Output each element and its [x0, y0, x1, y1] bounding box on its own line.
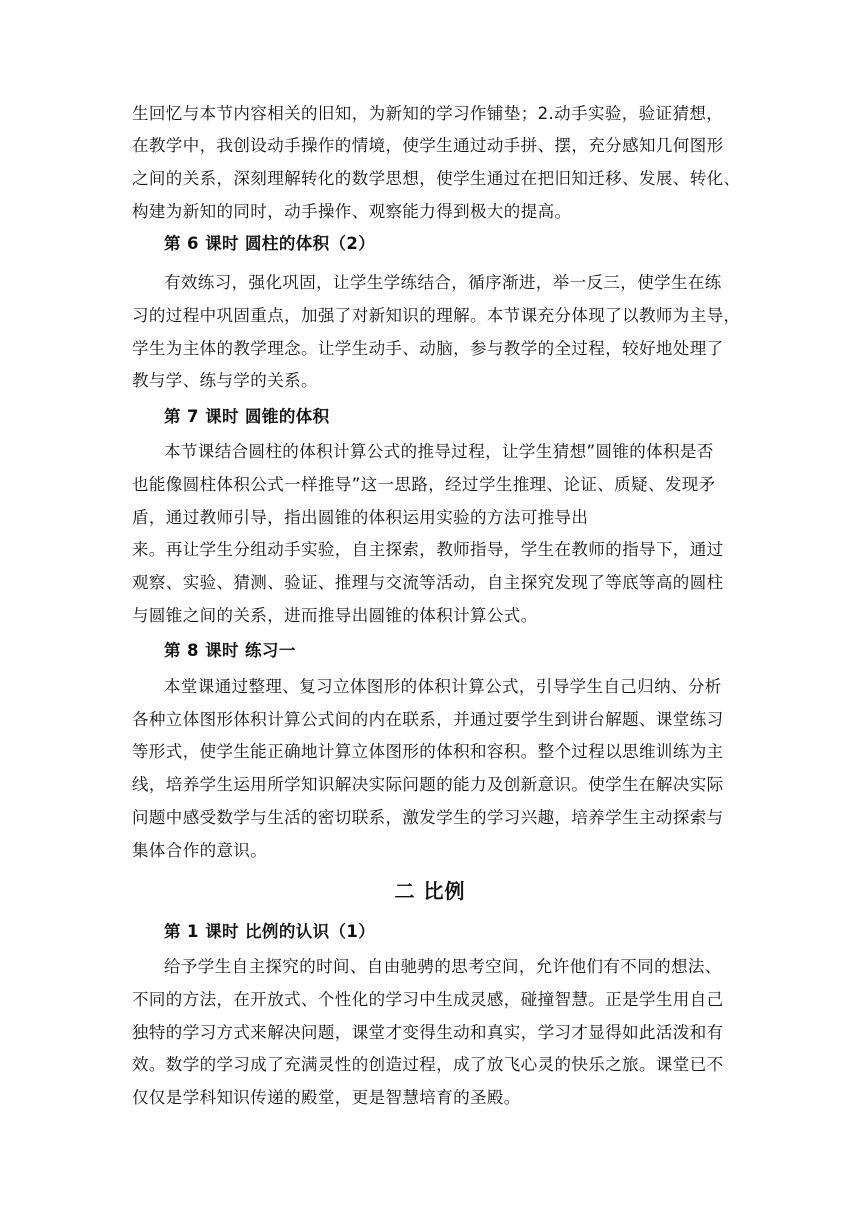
- paragraph-line: 盾，通过教师引导，指出圆锥的体积运用实验的方法可推导出: [132, 508, 589, 527]
- paragraph-line: 也能像圆柱体积公式一样推导”这一思路，经过学生推理、论证、质疑、发现矛: [132, 475, 716, 494]
- paragraph-line: 学生为主体的教学理念。让学生动手、动脑，参与教学的全过程，较好地处理了: [132, 339, 724, 358]
- paragraph-line: 各种立体图形体积计算公式间的内在联系，并通过要学生到讲台解题、课堂练习: [132, 710, 724, 729]
- paragraph-line: 生回忆与本节内容相关的旧知，为新知的学习作铺垫；2.动手实验，验证猜想，: [132, 104, 724, 123]
- paragraph-line: 线，培养学生运用所学知识解决实际问题的能力及创新意识。使学生在解决实际: [132, 775, 724, 794]
- lesson-heading: 第 6 课时 圆柱的体积（2）: [164, 234, 376, 253]
- paragraph-line: 观察、实验、猜测、验证、推理与交流等活动，自主探究发现了等底等高的圆柱: [132, 573, 724, 592]
- paragraph-line: 有效练习，强化巩固，让学生学练结合，循序渐进，举一反三，使学生在练: [164, 273, 722, 292]
- lesson-heading: 第 1 课时 比例的认识（1）: [164, 922, 376, 941]
- paragraph-line: 本堂课通过整理、复习立体图形的体积计算公式，引导学生自己归纳、分析: [164, 677, 722, 696]
- lesson-heading: 第 7 课时 圆锥的体积: [164, 407, 330, 426]
- paragraph-line: 构建为新知的同时，动手操作、观察能力得到极大的提高。: [132, 202, 572, 221]
- paragraph-line: 给予学生自主探究的时间、自由驰骋的思考空间，允许他们有不同的想法、: [164, 957, 722, 976]
- paragraph-line: 之间的关系，深刻理解转化的数学思想，使学生通过在把旧知迁移、发展、转化、: [132, 169, 741, 188]
- paragraph-line: 仅仅是学科知识传递的殿堂，更是智慧培育的圣殿。: [132, 1088, 521, 1107]
- paragraph-line: 问题中感受数学与生活的密切联系，激发学生的学习兴趣，培养学生主动探索与: [132, 808, 724, 827]
- paragraph-line: 在教学中，我创设动手操作的情境，使学生通过动手拼、摆，充分感知几何图形: [132, 136, 724, 155]
- paragraph-line: 习的过程中巩固重点，加强了对新知识的理解。本节课充分体现了以教师为主导，: [132, 306, 741, 325]
- paragraph-line: 与圆锥之间的关系，进而推导出圆锥的体积计算公式。: [132, 606, 538, 625]
- paragraph-line: 本节课结合圆柱的体积计算公式的推导过程，让学生猜想”圆锥的体积是否: [164, 442, 714, 461]
- paragraph-line: 教与学、练与学的关系。: [132, 371, 318, 390]
- paragraph-line: 效。数学的学习成了充满灵性的创造过程，成了放飞心灵的快乐之旅。课堂已不: [132, 1055, 724, 1074]
- paragraph-line: 集体合作的意识。: [132, 841, 268, 860]
- paragraph-line: 独特的学习方式来解决问题，课堂才变得生动和真实，学习才显得如此活泼和有: [132, 1023, 724, 1042]
- paragraph-line: 不同的方法，在开放式、个性化的学习中生成灵感，碰撞智慧。正是学生用自己: [132, 990, 724, 1009]
- paragraph-line: 来。再让学生分组动手实验，自主探索，教师指导，学生在教师的指导下，通过: [132, 540, 724, 559]
- section-title: 二 比例: [394, 879, 466, 903]
- paragraph-line: 等形式，使学生能正确地计算立体图形的体积和容积。整个过程以思维训练为主: [132, 742, 724, 761]
- lesson-heading: 第 8 课时 练习一: [164, 641, 296, 660]
